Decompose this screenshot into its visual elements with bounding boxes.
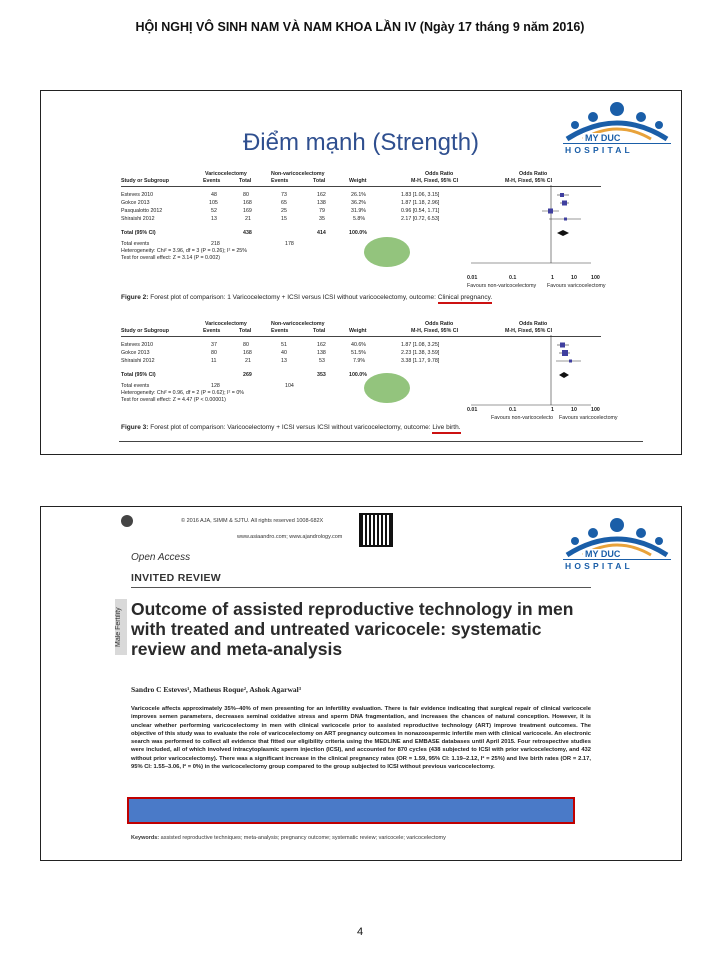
overall-effect-text: Test for overall effect: Z = 4.47 (P < 0.00001) [121,397,226,403]
col-method-1: M-H, Fixed, 95% CI [411,178,459,184]
col-total-1: Total [239,178,252,184]
col-events-2: Events [271,178,289,184]
header-varicocelectomy: Varicocelectomy [205,171,247,177]
logo-text-hospital: HOSPITAL [565,145,633,155]
favours-left: Favours non-varicocelecto [491,415,554,421]
col-method-2: M-H, Fixed, 95% CI [505,178,553,184]
website-text: www.asiaandro.com; www.ajandrology.com [237,534,343,540]
col-study: Study or Subgroup [121,178,169,184]
forest-plot-graphic [461,185,601,275]
forest-plot-clinical-pregnancy: Varicocelectomy Non-varicocelectomy Odds Ratio Odds Ratio Study or Subgroup Events Total Events Total Weight M-H, Fixed, 95% CI M-H, Fixed, 95% CI Esteves 2010 48 80 73 162 26.1% 1.83 [1.06, 3.15] Gokce 2013 105 168 65 138 36.2% 1.87 [1.18, 2.96] Pasqualotto 2012 52 169 25 79 31.9% 0.96 [0.54, 1.71] Shiraishi 2012 13 21 15 35 5.8% 2.17 [0.72, 6.53] Total (95% CI) 438 414 100.0% Total events 218 178 Heterogeneity: Chi² = 3.96, df = 3 (P = 0.26); I² = 25% Test for overall effect: Z = 3.14 (P = 0.002) 0.01 0.1 1 10 100 Favours non-varicocelectomy Favours varicocelectomy [121,171,606,289]
heterogeneity-text: Heterogeneity: Chi² = 0.96, df = 2 (P = 0.62); I² = 0% [121,390,244,396]
slide-title: Điểm mạnh (Strength) [242,129,480,156]
header-non-varicocelectomy: Non-varicocelectomy [271,171,325,177]
heterogeneity-text: Heterogeneity: Chi² = 3.96, df = 3 (P = 0.26); I² = 25% [121,248,247,254]
forest-plot-live-birth: Varicocelectomy Non-varicocelectomy Odds Ratio Odds Ratio Study or Subgroup Events Total Events Total Weight M-H, Fixed, 95% CI M-H, Fixed, 95% CI Esteves 2010 37 80 51 162 40.6% 1.87 [1.08, 3.25] Gokce 2013 80 168 40 138 51.5% 2.23 [1.38, 3.59] Shiraishi 2012 11 21 13 53 7.9% 3.38 [1.17, 9.78] Total (95% CI) 269 353 100.0% Total events 128 104 Heterogeneity: Chi² = 0.96, df = 2 (P = 0.62); I² = 0% Test for overall effect: Z = 4.47 (P < 0.00001) 0.01 0.1 1 10 100 Favours non-varicocelecto Favours varicocelectomy [121,321,618,421]
live-birth-highlight: Live birth. [432,424,460,434]
figure-2-caption: Figure 2: Forest plot of comparison: 1 Varicocelectomy + ICSI versus ICSI without varicocelectomy, outcome: Clinical pregnancy. [121,294,492,301]
my-duc-hospital-logo: MY DUC HOSPITAL [563,515,671,575]
authors: Sandro C Esteves¹, Matheus Roque², Ashok Agarwal³ [131,685,301,694]
journal-logo-icon [121,515,133,527]
forest-axis: 0.01 0.1 1 10 100 [467,407,600,413]
abstract: Varicocele affects approximately 35%–40% of men presenting for an infertility evaluation. There is fair evidence indicating that surgical repair of clinical varicocele improves semen parameters, decreases seminal oxidative stress and sperm DNA fragmentation, and increases the chances of natural conception. However, it is unclear whether performing varicocelectomy in men with clinical varicocele prior to assisted reproductive technology (ART) improve treatment outcomes. The objective of this study was to evaluate the role of varicocelectomy on ART pregnancy outcomes in nonazoospermic infertile men with clinical varicocele. An electronic search was performed to collect all evidence that fitted our eligibility criteria using the MEDLINE and EMBASE databases until April 2015. Four retrospective studies were included, all of which involved intracytoplasmic sperm injection (ICSI), and accounted for 870 cycles (438 subjected to ICSI with prior varicocelectomy, and 432 without prior varicocelectomy). There was a significant increase in the clinical pregnancy rates (OR = 1.59, 95% CI: 1.19–2.12, I² = 25%) and live birth rates (OR = 2.17, 95% CI: 1.55–3.06, I² = 0%) in the varicocelectomy group compared to the group subjected to ICSI without previous varicocelectomy. [131,706,591,771]
highlight-box [127,797,575,824]
forest-axis: 0.01 0.1 1 10 100 [467,275,600,281]
open-access-label: Open Access [131,552,191,563]
header-odds-ratio-2: Odds Ratio [519,171,548,177]
document-header: HỘI NGHỊ VÔ SINH NAM VÀ NAM KHOA LẦN IV (Ngày 17 tháng 9 năm 2016) [135,20,585,34]
qr-code-icon [359,513,393,547]
clinical-pregnancy-highlight: Clinical pregnancy. [438,294,492,304]
col-events-1: Events [203,178,221,184]
section-label: INVITED REVIEW [131,572,221,584]
logo-text-my-duc: MY DUC [585,133,621,143]
keywords: Keywords: assisted reproductive techniques; meta-analysis; pregnancy outcome; systematic review; varicocele; varicocelectomy [131,835,446,841]
green-highlight-oval [364,237,410,267]
slide-paper [40,506,682,861]
forest-plot-graphic [461,335,601,415]
copyright-text: © 2016 AJA, SIMM & SJTU. All rights reserved 1008-682X [181,518,324,524]
side-tab: Male Fertility [115,599,127,655]
figure-3-caption: Figure 3: Forest plot of comparison: Varicocelectomy + ICSI versus ICSI without varicocelectomy, outcome: Live birth. [121,424,461,431]
favours-right: Favours varicocelectomy [559,415,618,421]
green-highlight-oval [364,373,410,403]
overall-effect-text: Test for overall effect: Z = 3.14 (P = 0.002) [121,255,221,261]
favours-right: Favours varicocelectomy [547,283,606,289]
slide-strength [40,90,682,455]
favours-left: Favours non-varicocelectomy [467,283,537,289]
paper-title: Outcome of assisted reproductive technology in men with treated and untreated varicocele: systematic review and meta-analysis [131,599,574,659]
header-odds-ratio-1: Odds Ratio [425,171,454,177]
col-weight: Weight [349,178,367,184]
page-number: 4 [356,926,364,938]
col-total-2: Total [313,178,326,184]
